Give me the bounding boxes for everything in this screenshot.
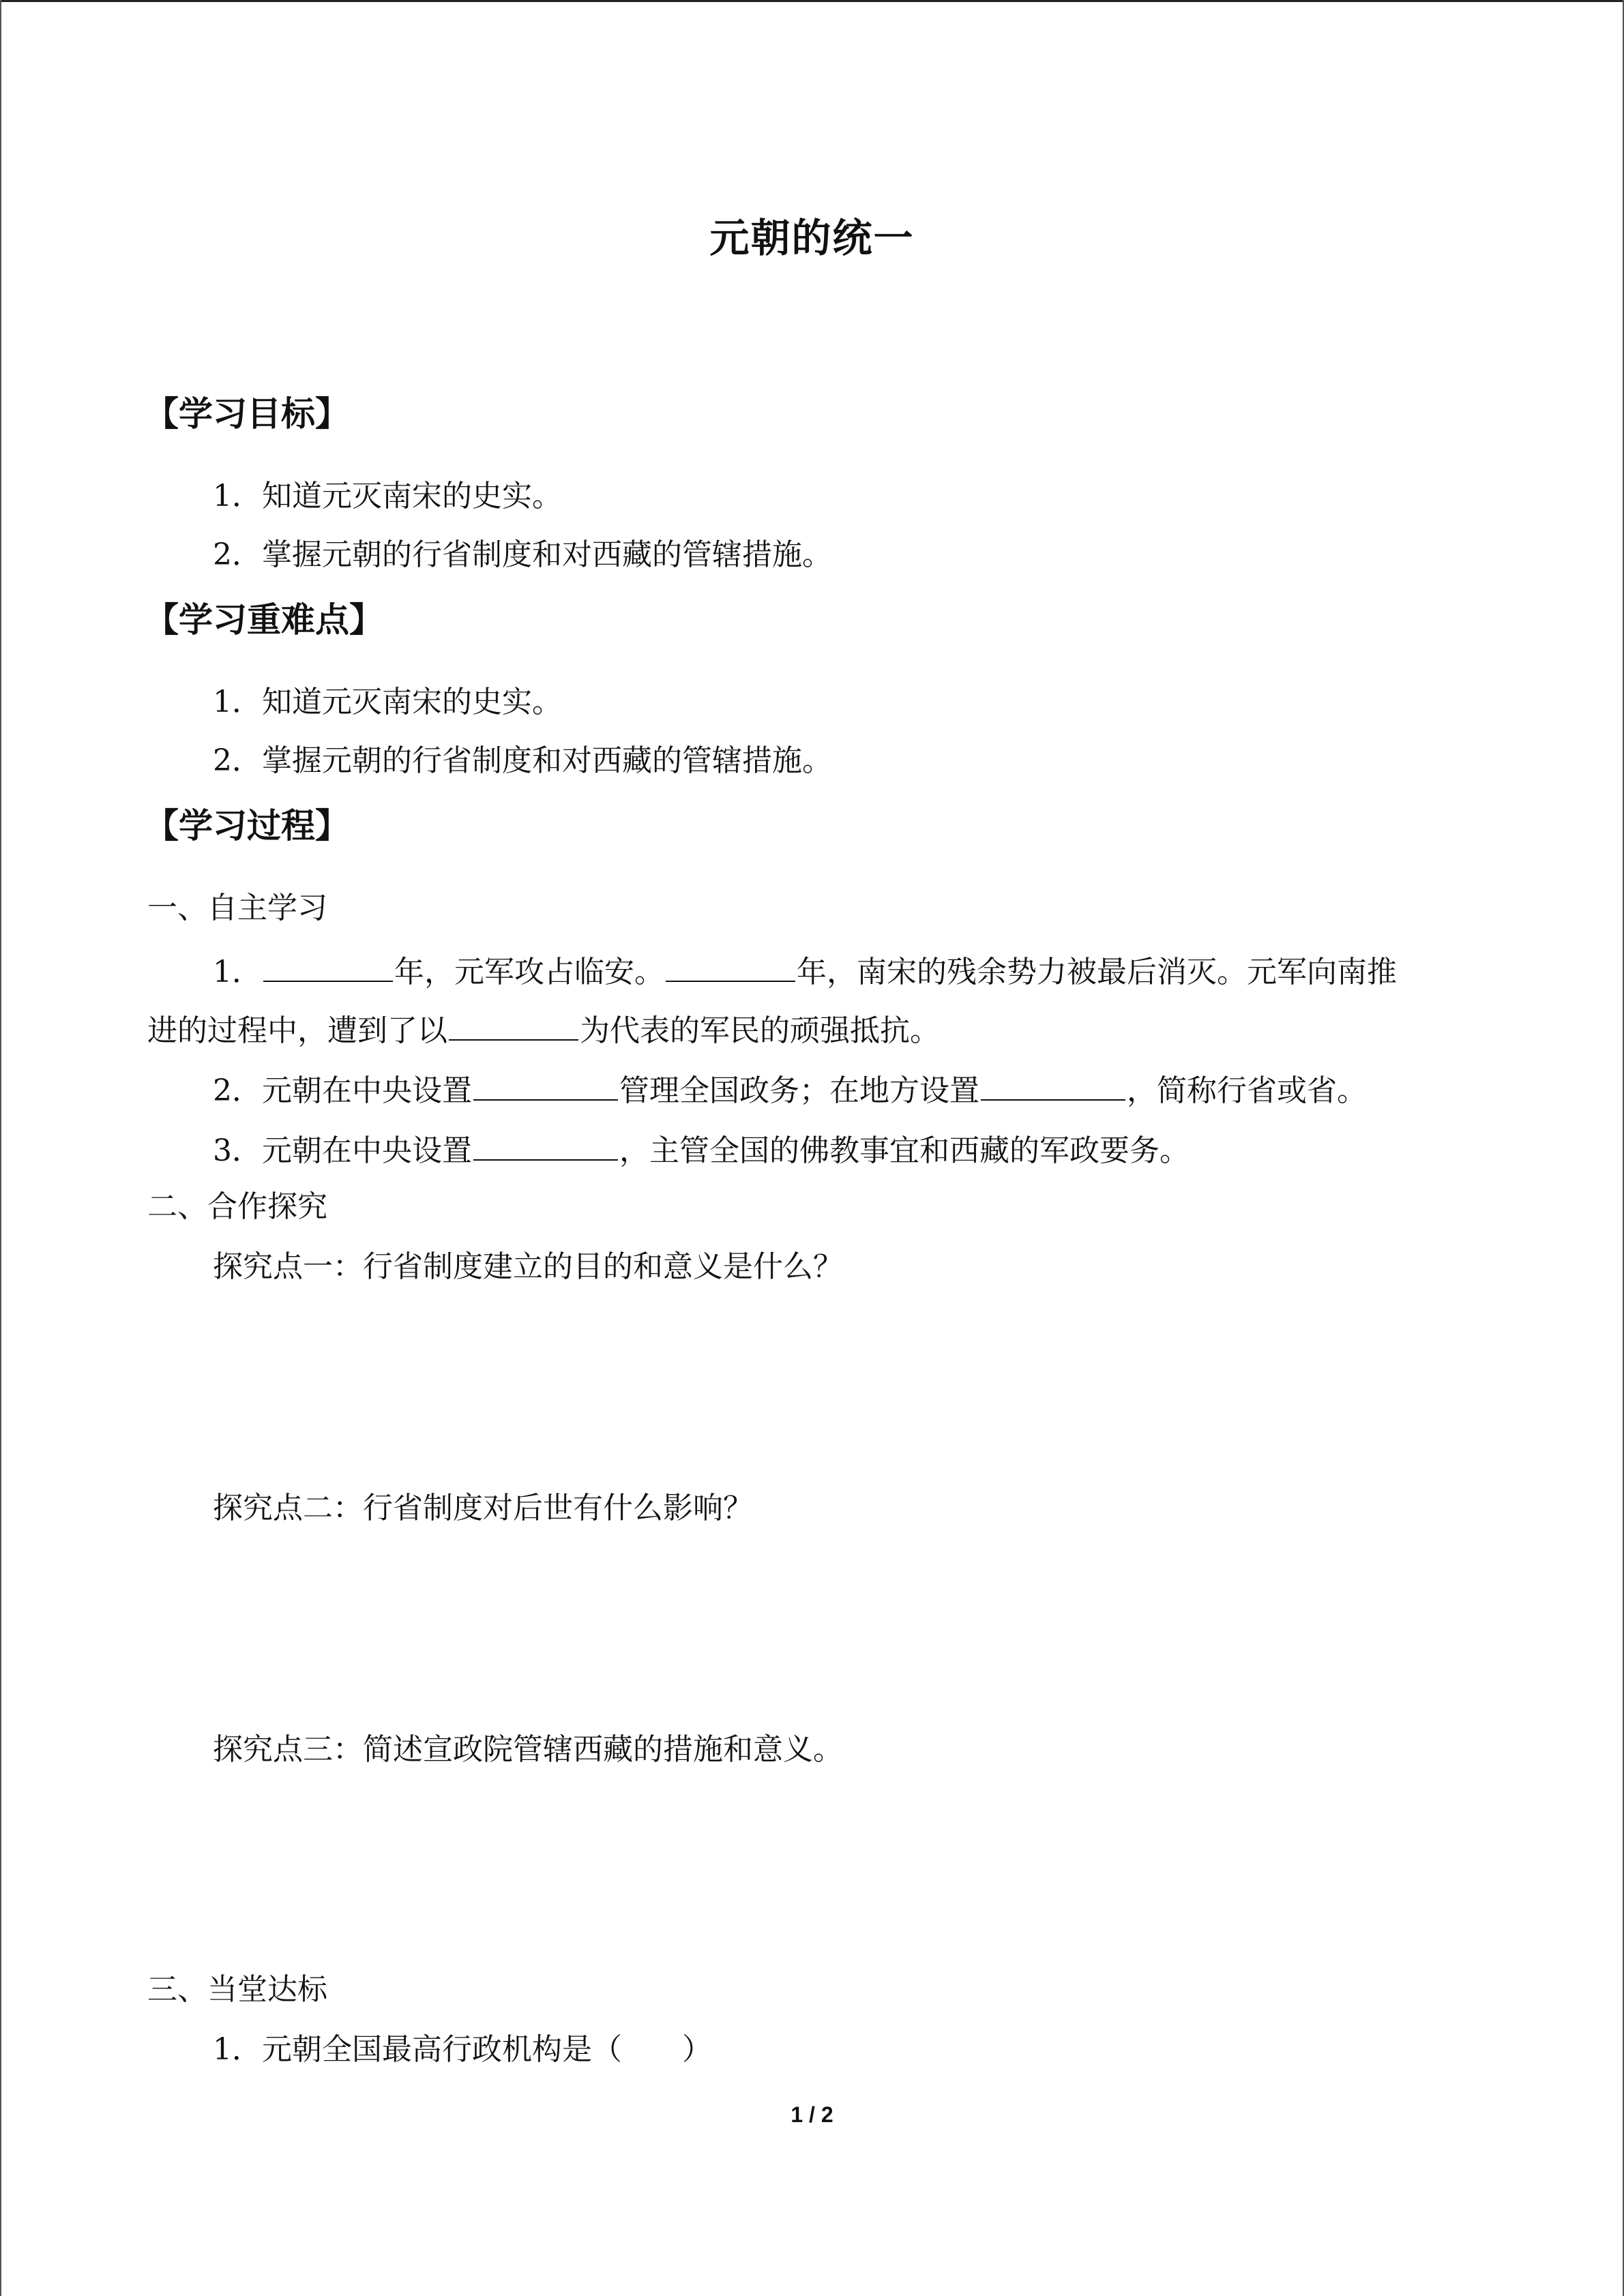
q3-text-1: 3．元朝在中央设置 [213, 1133, 472, 1168]
self-study-question-2 [213, 1072, 1367, 1106]
objective-item-2: 2．掌握元朝的行省制度和对西藏的管辖措施。 [213, 537, 832, 572]
q3-text-2: ，主管全国的佛教事宜和西藏的军政要务。 [619, 1133, 1190, 1168]
fill-blank-local-agency[interactable] [981, 1072, 1125, 1101]
inquiry-point-2: 探究点二：行省制度对后世有什么影响？ [213, 1491, 753, 1525]
self-study-question-1-cont [147, 1012, 940, 1046]
fill-blank-year-2[interactable] [666, 953, 795, 982]
q1-text-4: 进的过程中，遭到了以 [147, 1013, 447, 1048]
page-number: 1 / 2 [791, 2102, 833, 2127]
page-left-border [0, 0, 1, 2296]
section-heading-key-points: 【学习重难点】 [145, 600, 383, 640]
q2-text-3: ，简称行省或省。 [1127, 1073, 1367, 1108]
fill-blank-xuanzheng-agency[interactable] [473, 1132, 618, 1161]
q2-text-2: 管理全国政务；在地方设置 [619, 1073, 979, 1108]
section-heading-process: 【学习过程】 [145, 806, 349, 846]
cooperation-heading: 二、合作探究 [147, 1189, 327, 1224]
page-title: 元朝的统一 [709, 215, 915, 261]
page-top-border [0, 0, 1624, 2]
key-point-item-2: 2．掌握元朝的行省制度和对西藏的管辖措施。 [213, 743, 832, 778]
q1-text-1: 1． [213, 955, 262, 989]
self-study-question-3 [213, 1132, 1190, 1166]
q1-text-5: 为代表的军民的顽强抵抗。 [580, 1013, 940, 1048]
q1-text-3: 年，南宋的残余势力被最后消灭。元军向南推 [797, 955, 1397, 989]
section-heading-objectives: 【学习目标】 [145, 394, 349, 434]
self-study-heading: 一、自主学习 [147, 891, 327, 925]
key-point-item-1: 1．知道元灭南宋的史实。 [213, 685, 562, 719]
q1-text-2: 年，元军攻占临安。 [394, 955, 664, 989]
fill-blank-resistance-leader[interactable] [449, 1012, 578, 1041]
in-class-question-1: 1．元朝全国最高行政机构是（ ） [213, 2032, 712, 2067]
inquiry-point-1: 探究点一：行省制度建立的目的和意义是什么？ [213, 1249, 843, 1284]
in-class-heading: 三、当堂达标 [147, 1972, 327, 2007]
self-study-question-1 [213, 953, 1397, 987]
fill-blank-year-1[interactable] [263, 953, 393, 982]
objective-item-1: 1．知道元灭南宋的史实。 [213, 479, 562, 513]
inquiry-point-3: 探究点三：简述宣政院管辖西藏的措施和意义。 [213, 1732, 843, 1767]
fill-blank-central-agency[interactable] [473, 1072, 618, 1101]
q2-text-1: 2．元朝在中央设置 [213, 1073, 472, 1108]
